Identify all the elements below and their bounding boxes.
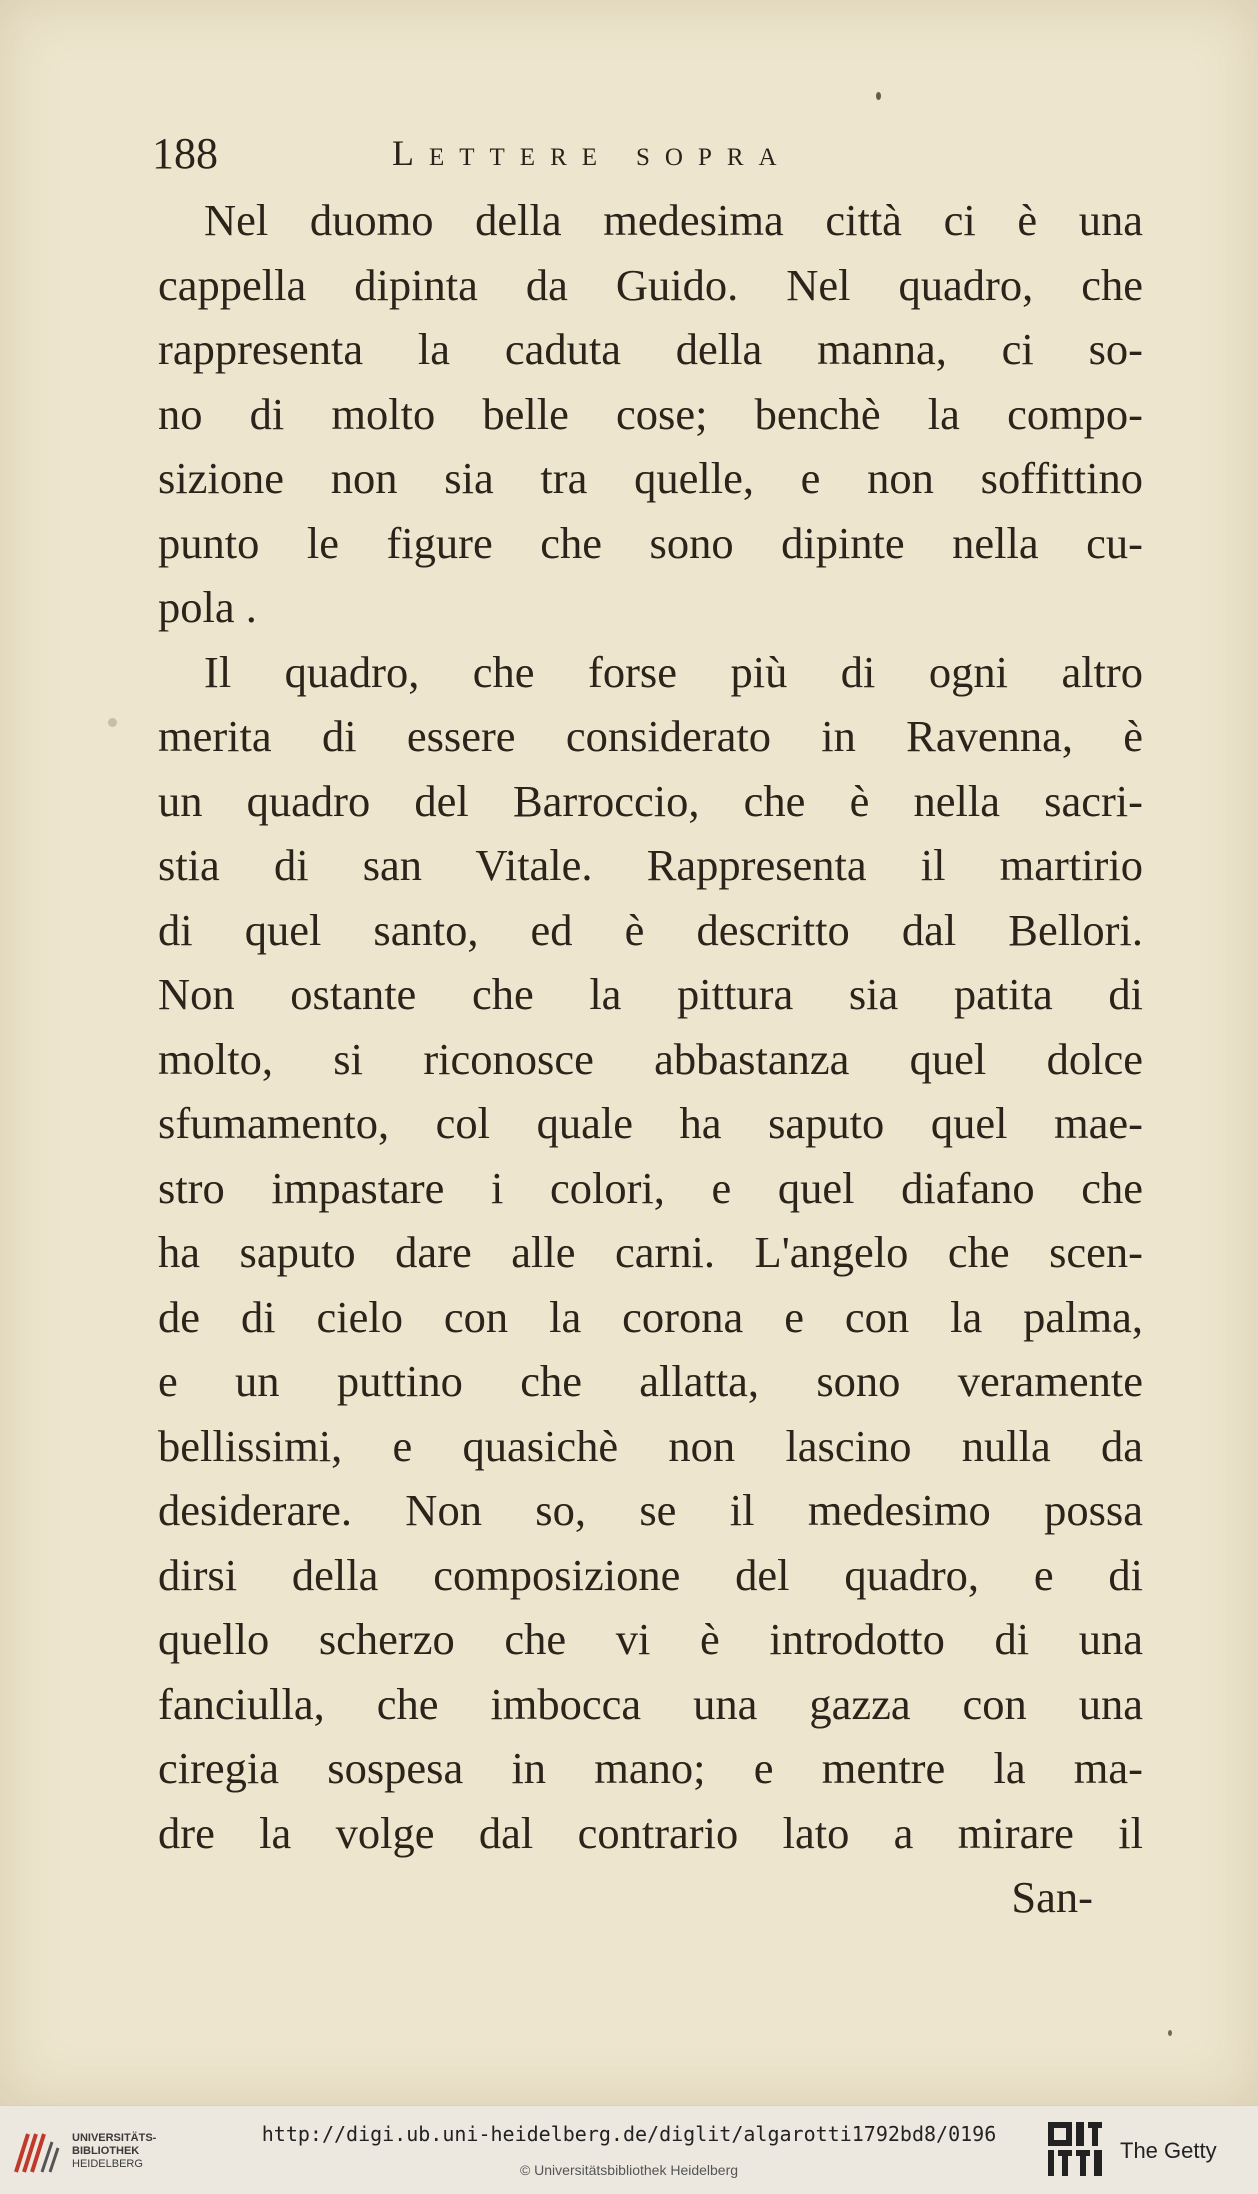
text-line: de di cielo con la corona e con la palma, [158,1291,1143,1342]
text-line: quello scherzo che vi è introdotto di una [158,1614,1143,1664]
body-text [158,188,1143,1930]
paper-speck [876,92,881,100]
paper-speck [1168,2030,1172,2036]
getty-name: The Getty [1120,2138,1217,2163]
viewer-footer [0,2105,1258,2194]
catchword: San- [1011,1872,1093,1922]
text-line: punto le figure che sono dipinte nella cu- [158,517,1143,568]
text-line: un quadro del Barroccio, che è nella sacri- [158,775,1143,826]
text-line: stro impastare i colori, e quel diafano che [158,1162,1143,1213]
text-line: dre la volge dal contrario lato a mirare il [158,1807,1143,1858]
text-line: Nel duomo della medesima città ci è una [204,195,1143,245]
text-line: cappella dipinta da Guido. Nel quadro, che [158,259,1143,310]
text-line: dirsi della composizione del quadro, e di [158,1549,1143,1600]
text-line: fanciulla, che imbocca una gazza con una [158,1678,1143,1729]
text-line: Il quadro, che forse più di ogni altro [204,646,1143,697]
running-head: Lettere sopra [392,133,792,173]
text-line: pola . [158,582,257,632]
text-line: bellissimi, e quasichè non lascino nulla da [158,1420,1143,1471]
permalink-url[interactable]: http://digi.ub.uni-heidelberg.de/diglit/algarotti1792bd8/0196 [261,2122,997,2146]
text-line: rappresenta la caduta della manna, ci so- [158,324,1143,374]
text-line: no di molto belle cose; benchè la compo- [158,388,1143,439]
text-line: Non ostante che la pittura sia patita di [158,969,1143,1019]
text-line: sizione non sia tra quelle, e non soffittino [158,453,1143,503]
library-name-line: HEIDELBERG [72,2158,143,2170]
getty-logo-icon [1046,2120,1104,2178]
text-line: stia di san Vitale. Rappresenta il martirio [158,840,1143,890]
text-line: e un puttino che allatta, sono veramente [158,1356,1143,1406]
library-name-line: BIBLIOTHEK [72,2145,140,2157]
text-line: desiderare. Non so, se il medesimo possa [158,1485,1143,1535]
text-line: di quel santo, ed è descritto dal Bellori. [158,904,1143,955]
getty-logo[interactable] [1046,2120,1246,2180]
text-line: merita di essere considerato in Ravenna, è [158,711,1143,761]
text-line: sfumamento, col quale ha saputo quel mae- [158,1098,1143,1148]
page-header [152,128,1132,188]
library-name-line: UNIVERSITÄTS- [72,2132,157,2144]
text-line: molto, si riconosce abbastanza quel dolce [158,1033,1143,1084]
text-line: ha saputo dare alle carni. L'angelo che scen- [158,1227,1143,1277]
paper-speck [108,718,117,727]
text-line: ciregia sospesa in mano; e mentre la ma- [158,1743,1143,1793]
copyright-notice: © Universitätsbibliothek Heidelberg [519,2162,739,2178]
page-number: 188 [152,129,218,178]
